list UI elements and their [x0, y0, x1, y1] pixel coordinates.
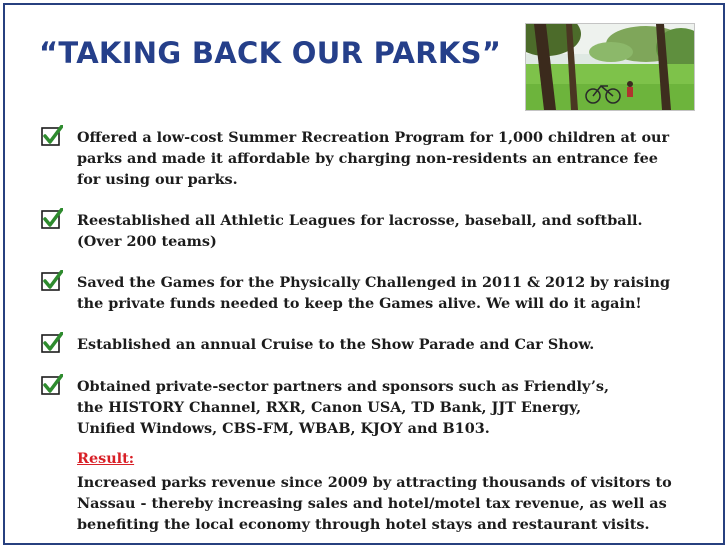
item-text: Saved the Games for the Physically Challenged in 2011 & 2012 by raising the private funds needed to keep the Games alive. We will do it again! [77, 274, 671, 312]
result-label: Result: [77, 450, 135, 467]
park-photo [525, 23, 695, 111]
item-text: Established an annual Cruise to the Show Parade and Car Show. [77, 336, 595, 353]
checkmark-icon [41, 270, 63, 292]
result-text: Increased parks revenue since 2009 by attracting thousands of visitors to Nassau - thereby increasing sales and hotel/motel tax revenue, as well as benefiting the local economy through hotel stays and restaurant visits. [77, 474, 672, 533]
page-frame [3, 3, 725, 545]
item-text: Reestablished all Athletic Leagues for lacrosse, baseball, and softball. (Over 200 teams) [77, 212, 643, 250]
item-text: Obtained private-sector partners and sponsors such as Friendly’s, the HISTORY Channel, RXR, Canon USA, TD Bank, JJT Energy, Unified Windows, CBS-FM, WBAB, KJOY and B103. [77, 378, 609, 437]
checkmark-icon [41, 332, 63, 354]
item-text: Offered a low-cost Summer Recreation Program for 1,000 children at our parks and made it affordable by charging non-residents an entrance fee for using our parks. [77, 129, 670, 188]
checkmark-icon [41, 208, 63, 230]
page-title: “TAKING BACK OUR PARKS” [39, 36, 502, 70]
checkmark-icon [41, 125, 63, 147]
checkmark-icon [41, 374, 63, 396]
